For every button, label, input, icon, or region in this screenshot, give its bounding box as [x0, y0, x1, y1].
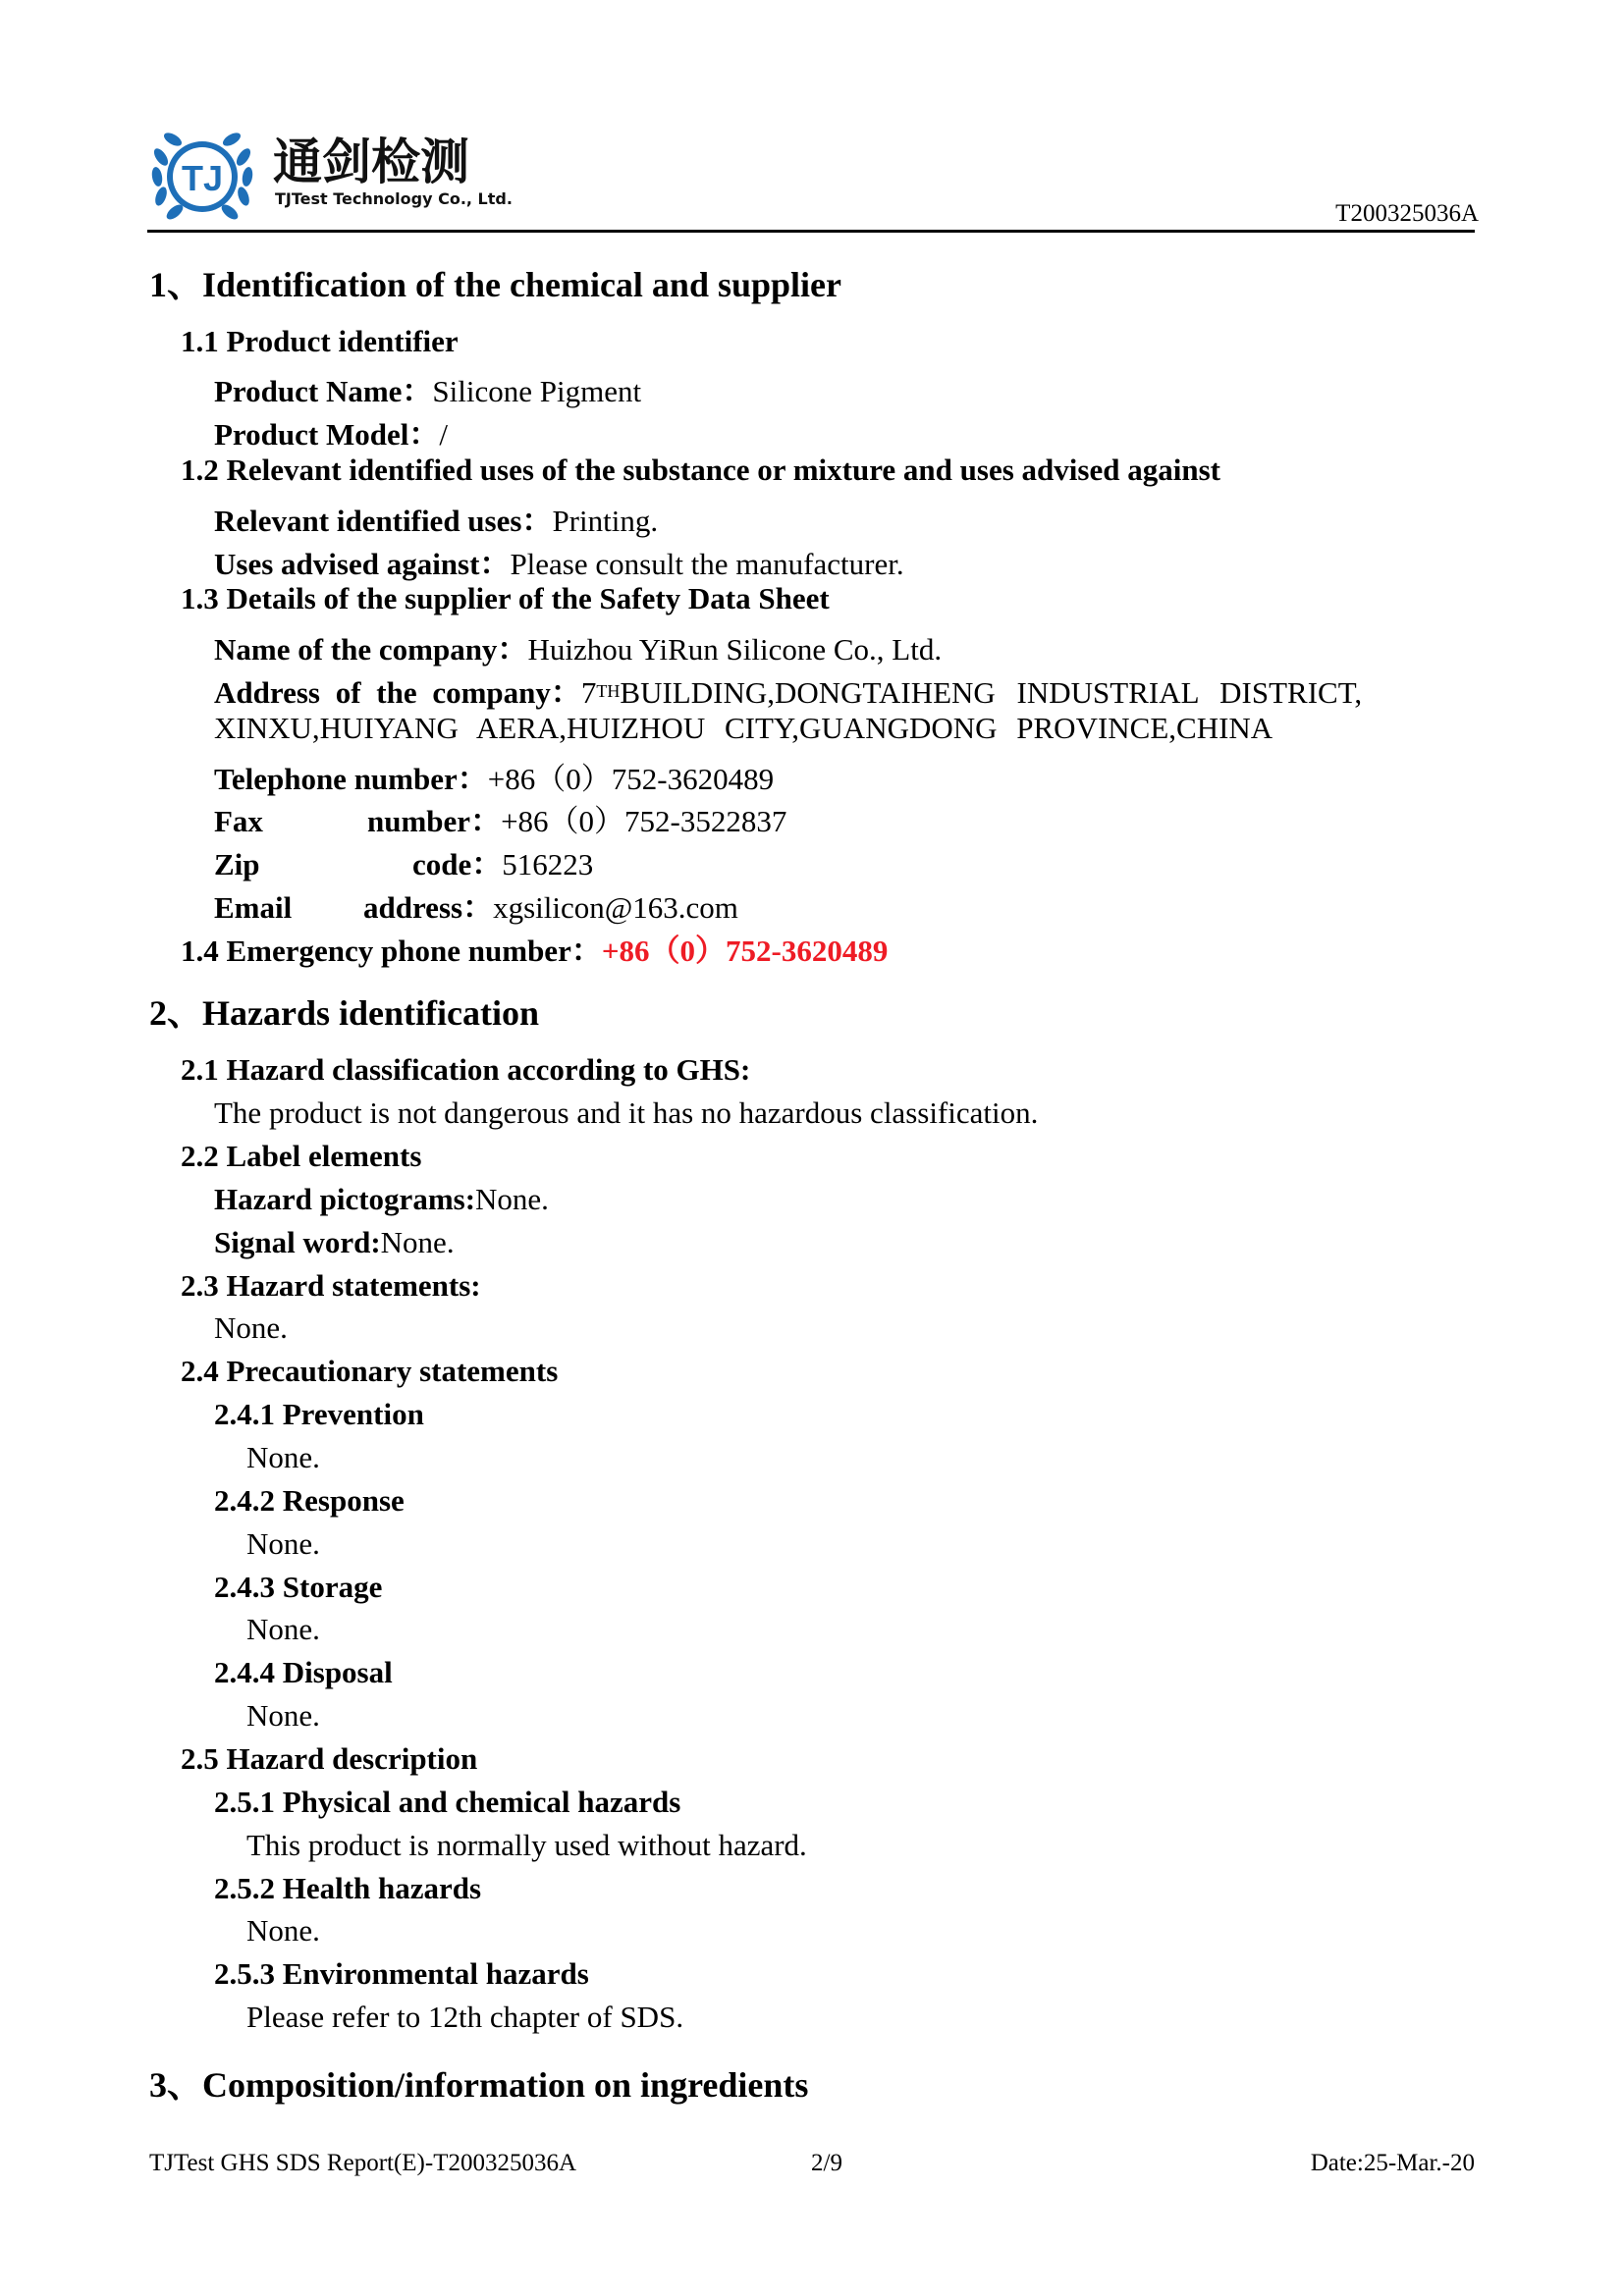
- heading-2-3: 2.3 Hazard statements:: [181, 1268, 481, 1303]
- heading-2-5-3: 2.5.3 Environmental hazards: [214, 1956, 589, 1991]
- product-model-row: [214, 409, 448, 454]
- heading-2-1: 2.1 Hazard classification according to GHS:: [181, 1052, 751, 1087]
- heading-1-1: 1.1 Product identifier: [181, 324, 459, 358]
- company-logo: [145, 118, 568, 226]
- zip-label-b: code：: [412, 847, 503, 881]
- address-superscript: TH: [596, 681, 621, 701]
- uses-against-row: [214, 539, 904, 583]
- section-3-title: 3、Composition/information on ingredients: [149, 2065, 809, 2105]
- environmental-hazards-text: Please refer to 12th chapter of SDS.: [246, 2000, 684, 2034]
- hazard-statements-text: None.: [214, 1310, 288, 1345]
- uses-against-value: Please consult the manufacturer.: [510, 547, 904, 581]
- company-value: Huizhou YiRun Silicone Co., Ltd.: [527, 632, 943, 667]
- email-label-b: address：: [363, 890, 494, 925]
- telephone-value: +86（0）752-3620489: [487, 762, 775, 796]
- relevant-uses-label: Relevant identified uses：: [214, 504, 553, 538]
- company-row: [214, 624, 942, 668]
- product-name-row: [214, 366, 641, 410]
- pictograms-value: None.: [475, 1182, 549, 1216]
- uses-against-label: Uses advised against：: [214, 547, 511, 581]
- heading-2-4-1: 2.4.1 Prevention: [214, 1397, 424, 1431]
- fax-label-b: number：: [367, 804, 502, 838]
- logo-cn-text: 通剑检测: [273, 133, 469, 190]
- address-number: 7: [580, 675, 597, 710]
- header-divider: [147, 230, 1475, 233]
- health-hazards-text: None.: [246, 1913, 320, 1948]
- document-id: T200325036A: [1335, 200, 1479, 227]
- pictograms-label: Hazard pictograms:: [214, 1182, 476, 1216]
- heading-1-2: 1.2 Relevant identified uses of the substance or mixture and uses advised against: [181, 453, 1220, 487]
- zip-row: [214, 839, 593, 883]
- email-label-a: Email: [214, 890, 293, 925]
- signal-word-row: [214, 1225, 455, 1260]
- product-name-label: Product Name：: [214, 374, 433, 408]
- response-text: None.: [246, 1526, 320, 1561]
- heading-2-5-2: 2.5.2 Health hazards: [214, 1871, 482, 1905]
- prevention-text: None.: [246, 1440, 320, 1474]
- zip-label-a: Zip: [214, 847, 260, 881]
- emergency-row: [181, 926, 888, 970]
- heading-2-4-3: 2.4.3 Storage: [214, 1570, 383, 1604]
- logo-en-text: TJTest Technology Co., Ltd.: [275, 189, 513, 208]
- address-label: Address of the company：: [214, 675, 581, 710]
- signal-word-value: None.: [380, 1225, 455, 1259]
- footer-report-id: TJTest GHS SDS Report(E)-T200325036A: [149, 2150, 577, 2176]
- heading-2-5: 2.5 Hazard description: [181, 1741, 478, 1776]
- logo-mark-icon: [145, 118, 568, 226]
- product-model-value: /: [439, 417, 448, 452]
- heading-2-4-2: 2.4.2 Response: [214, 1483, 405, 1518]
- heading-2-2: 2.2 Label elements: [181, 1139, 422, 1173]
- email-value: xgsilicon@163.com: [493, 890, 738, 925]
- relevant-uses-row: [214, 496, 658, 540]
- heading-1-3: 1.3 Details of the supplier of the Safety Data Sheet: [181, 581, 830, 615]
- storage-text: None.: [246, 1612, 320, 1646]
- footer-date: Date:25-Mar.-20: [1310, 2150, 1475, 2176]
- section-1-title: 1、Identification of the chemical and supplier: [149, 265, 842, 304]
- logo-mark-text: TJ: [181, 158, 224, 198]
- address-line-2: XINXU,HUIYANG AERA,HUIZHOU CITY,GUANGDONG PROVINCE,CHINA: [214, 711, 1273, 745]
- fax-row: [214, 796, 786, 840]
- hazard-classification-text: The product is not dangerous and it has no hazardous classification.: [214, 1095, 1039, 1130]
- disposal-text: None.: [246, 1698, 320, 1733]
- telephone-label: Telephone number：: [214, 762, 488, 796]
- address-line-1: BUILDING,DONGTAIHENG INDUSTRIAL DISTRICT,: [620, 675, 1363, 710]
- pictograms-row: [214, 1182, 549, 1217]
- fax-value: +86（0）752-3522837: [501, 804, 787, 838]
- physical-hazards-text: This product is normally used without hazard.: [246, 1828, 807, 1862]
- address-row-1: [214, 667, 1362, 712]
- product-name-value: Silicone Pigment: [432, 374, 642, 408]
- product-model-label: Product Model：: [214, 417, 440, 452]
- telephone-row: [214, 754, 774, 798]
- heading-2-4-4: 2.4.4 Disposal: [214, 1655, 393, 1689]
- emergency-phone-value: +86（0）752-3620489: [601, 934, 889, 968]
- email-row: [214, 882, 738, 927]
- fax-label-a: Fax: [214, 804, 263, 838]
- heading-1-4: 1.4 Emergency phone number：: [181, 934, 602, 968]
- footer-page-number: 2/9: [811, 2150, 842, 2176]
- relevant-uses-value: Printing.: [552, 504, 659, 538]
- heading-2-4: 2.4 Precautionary statements: [181, 1354, 559, 1388]
- section-2-title: 2、Hazards identification: [149, 993, 539, 1033]
- zip-value: 516223: [502, 847, 594, 881]
- heading-2-5-1: 2.5.1 Physical and chemical hazards: [214, 1785, 681, 1819]
- signal-word-label: Signal word:: [214, 1225, 381, 1259]
- company-label: Name of the company：: [214, 632, 528, 667]
